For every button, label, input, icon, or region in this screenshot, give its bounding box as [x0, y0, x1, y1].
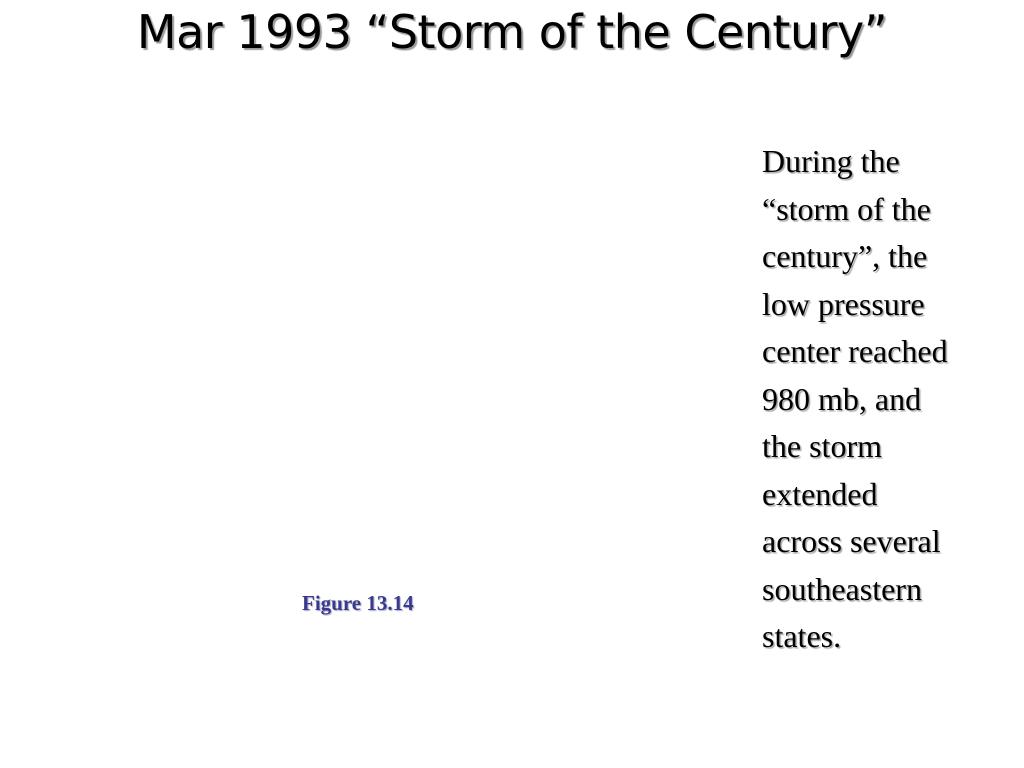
body-text-line: across several [762, 523, 941, 559]
body-text-line: “storm of the [762, 190, 931, 227]
slide-title: Mar 1993 “Storm of the Century” [136, 5, 888, 59]
body-text-line: 980 mb, and [762, 380, 922, 417]
body-text-line: During the [762, 143, 900, 179]
slide-body-text [762, 138, 1012, 661]
figure-placeholder [40, 90, 720, 580]
figure-caption: Figure 13.14 [302, 591, 414, 615]
body-text-line: center reached [762, 333, 948, 369]
body-text-line: states. [762, 618, 842, 654]
body-text-line: southeastern [762, 570, 922, 607]
body-text-line: low pressure [762, 285, 925, 322]
body-text-line: century”, the [762, 238, 928, 274]
body-text-line: extended [762, 475, 878, 512]
body-text-line: the storm [762, 428, 882, 464]
